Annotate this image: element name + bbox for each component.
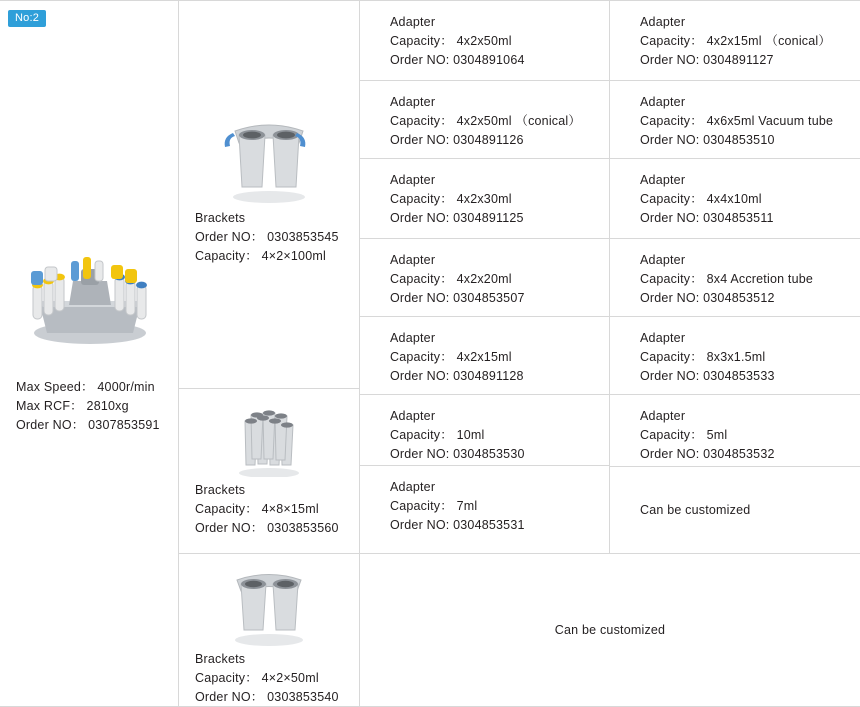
bracket-3-text: [179, 646, 359, 707]
adapter-cell: [360, 395, 609, 467]
adapter-title: Adapter: [640, 94, 686, 109]
adapter-cell: [610, 395, 860, 467]
adapter-title: Adapter: [640, 15, 686, 29]
adapter-capacity: Capacity： 4x2x20ml: [390, 271, 512, 286]
bracket-4x2x100ml-photo: [179, 1, 359, 205]
bracket-cell-2: [179, 389, 359, 554]
adapters-grid: [360, 1, 860, 554]
adapters-column-left: [360, 1, 610, 554]
adapter-order-no: Order NO: 0304853531: [390, 518, 525, 533]
bracket-1-title: Brackets: [195, 211, 246, 225]
product-max-rcf: Max RCF： 2810xg: [16, 399, 129, 413]
product-spec-list: [16, 378, 160, 435]
adapter-order-no: Order NO: 0304853532: [640, 446, 775, 461]
adapter-cell: [610, 1, 860, 81]
adapter-title: Adapter: [390, 252, 436, 267]
bracket-cell-1: [179, 1, 359, 389]
adapter-capacity: Capacity： 7ml: [390, 499, 478, 514]
adapter-title: Adapter: [390, 480, 436, 495]
customized-cell: Can be customized: [610, 467, 860, 554]
adapter-cell: [360, 317, 609, 395]
adapter-capacity: Capacity： 4x6x5ml Vacuum tube: [640, 113, 834, 128]
bracket-3-capacity: Capacity： 4×2×50ml: [195, 671, 319, 685]
adapter-order-no: Order NO: 0304853511: [640, 211, 774, 226]
adapter-capacity: Capacity： 8x4 Accretion tube: [640, 271, 814, 286]
adapter-capacity: Capacity： 8x3x1.5ml: [640, 350, 766, 365]
adapter-capacity: Capacity： 4x2x50ml: [390, 34, 512, 48]
adapter-title: Adapter: [640, 252, 686, 267]
adapter-title: Adapter: [390, 94, 436, 109]
adapters-column-right: [610, 1, 860, 554]
adapter-capacity: Capacity： 10ml: [390, 427, 485, 442]
adapter-cell: [610, 159, 860, 239]
bracket-2-text: [179, 477, 359, 538]
bracket-2-title: Brackets: [195, 483, 246, 497]
adapter-capacity: Capacity： 5ml: [640, 427, 728, 442]
adapter-cell: [360, 159, 609, 239]
adapter-order-no: Order NO: 0304891125: [390, 211, 524, 226]
adapter-capacity: Capacity： 4x2x15ml （conical）: [640, 34, 832, 48]
adapter-cell: [360, 81, 609, 160]
bracket-2-capacity: Capacity： 4×8×15ml: [195, 502, 319, 516]
product-column: [0, 1, 179, 706]
product-max-speed: Max Speed： 4000r/min: [16, 380, 155, 394]
bracket-4x2x50ml-photo: [179, 554, 359, 646]
bracket-1-capacity: Capacity： 4×2×100ml: [195, 249, 326, 263]
adapter-title: Adapter: [390, 15, 436, 29]
bracket-1-order: Order NO： 0303853545: [195, 230, 339, 244]
customized-cell-wide: Can be customized: [554, 623, 666, 637]
adapter-title: Adapter: [390, 173, 436, 188]
item-number-badge: No:2: [8, 10, 46, 27]
adapter-title: Adapter: [390, 408, 436, 423]
adapter-order-no: Order NO: 0304853512: [640, 290, 775, 305]
adapter-title: Adapter: [640, 331, 686, 346]
adapter-capacity: Capacity： 4x4x10ml: [640, 192, 762, 207]
adapter-cell: [360, 466, 609, 554]
adapter-capacity: Capacity： 4x2x30ml: [390, 192, 512, 207]
bracket-4x8x15ml-photo: [179, 389, 359, 477]
adapter-order-no: Order NO: 0304891064: [390, 53, 525, 67]
adapter-title: Adapter: [640, 408, 686, 423]
adapter-capacity: Capacity： 4x2x15ml: [390, 350, 512, 365]
adapters-section: [360, 1, 860, 706]
bracket-2-order: Order NO： 0303853560: [195, 521, 339, 535]
adapter-order-no: Order NO: 0304853530: [390, 446, 525, 461]
brackets-column: [179, 1, 360, 706]
adapter-order-no: Order NO: 0304853507: [390, 290, 525, 305]
bracket-cell-3: [179, 554, 359, 706]
adapter-capacity: Capacity： 4x2x50ml （conical）: [390, 113, 582, 128]
bracket-3-order: Order NO： 0303853540: [195, 690, 339, 704]
bracket-3-title: Brackets: [195, 652, 246, 666]
product-order-no: Order NO： 0307853591: [16, 418, 160, 432]
adapter-order-no: Order NO: 0304853510: [640, 132, 775, 147]
adapter-cell: [360, 1, 609, 81]
adapter-order-no: Order NO: 0304891127: [640, 53, 774, 67]
bracket-1-text: [179, 205, 359, 266]
adapter-cell: [610, 81, 860, 160]
adapter-order-no: Order NO: 0304891128: [390, 369, 524, 384]
adapter-cell: [610, 239, 860, 318]
adapter-cell: [610, 317, 860, 395]
adapter-cell: [360, 239, 609, 318]
rotor-with-tubes-photo: [0, 241, 179, 351]
adapter-title: Adapter: [390, 331, 436, 346]
adapter-title: Adapter: [640, 173, 686, 188]
adapter-order-no: Order NO: 0304853533: [640, 369, 775, 384]
adapter-order-no: Order NO: 0304891126: [390, 132, 524, 147]
